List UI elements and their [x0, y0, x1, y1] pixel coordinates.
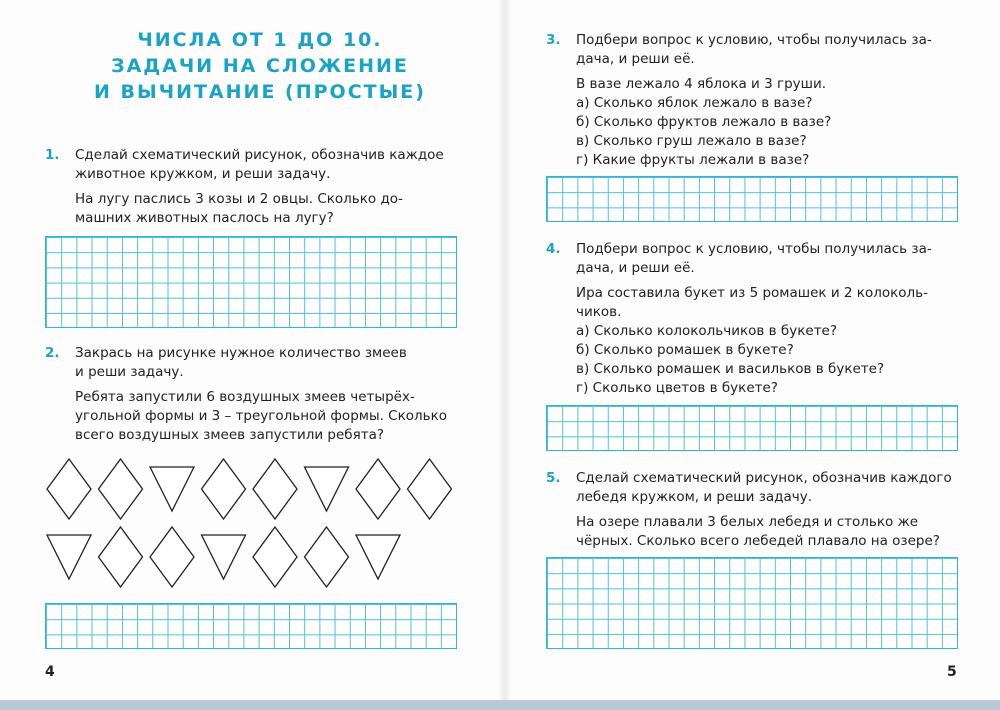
task-1-text-line: На лугу паслись 3 козы и 2 овцы. Сколько до-	[75, 191, 403, 207]
task-4-instruction-line: Подбери вопрос к условию, чтобы получилась за-	[576, 241, 932, 257]
task-5-number: 5.	[546, 470, 561, 486]
task-1-text	[45, 190, 457, 228]
triangle-kite-row2-1[interactable]	[47, 535, 91, 579]
task-5	[546, 469, 958, 551]
task-2-instruction-line: Закрась на рисунке нужное количество змеев	[75, 345, 407, 361]
rhombus-kite-row2-3[interactable]	[150, 527, 194, 587]
task-2-text	[45, 388, 457, 445]
answer-grid-task-1[interactable]	[45, 236, 457, 328]
kites-row-1	[47, 459, 452, 519]
task-4-option: г) Сколько цветов в букете?	[576, 380, 778, 396]
task-1-text-line: машних животных паслось на лугу?	[75, 210, 334, 226]
task-4	[546, 240, 958, 398]
bottom-edge	[0, 700, 1000, 710]
task-3-text-line: В вазе лежало 4 яблока и 3 груши.	[576, 76, 827, 92]
answer-grid-task-2[interactable]	[45, 603, 457, 649]
title-line-3: И ВЫЧИТАНИЕ (ПРОСТЫЕ)	[94, 81, 426, 103]
task-3-option: б) Сколько фруктов лежало в вазе?	[576, 114, 832, 130]
page-number-left: 4	[45, 664, 55, 680]
task-3-instruction-line: дача, и реши её.	[576, 51, 695, 67]
task-3-instruction-line: Подбери вопрос к условию, чтобы получилась за-	[576, 32, 932, 48]
task-3-number: 3.	[546, 32, 561, 48]
section-title	[40, 27, 480, 105]
answer-grid-task-5[interactable]	[546, 557, 958, 649]
task-3-option: г) Какие фрукты лежали в вазе?	[576, 152, 810, 168]
task-4-number: 4.	[546, 241, 561, 257]
kites-figure	[40, 455, 460, 590]
title-line-2: ЗАДАЧИ НА СЛОЖЕНИЕ	[111, 55, 409, 77]
rhombus-kite-row1-4[interactable]	[202, 459, 246, 519]
task-1-instruction-line: животное кружком, и реши задачу.	[75, 166, 331, 182]
task-5-instruction-line: лебедя кружком, и реши задачу.	[576, 489, 813, 505]
task-4-option: б) Сколько ромашек в букете?	[576, 342, 794, 358]
rhombus-kite-row2-5[interactable]	[253, 527, 297, 587]
task-4-text-line: чиков.	[576, 304, 622, 320]
task-5-text-line: На озере плавали 3 белых лебедя и столько же	[576, 514, 919, 530]
task-4-instruction-line: дача, и реши её.	[576, 260, 695, 276]
task-2-number: 2.	[45, 345, 60, 361]
kites-row-2	[47, 527, 400, 587]
task-4-text-line: Ира составила букет из 5 ромашек и 2 колоколь-	[576, 285, 928, 301]
task-1	[45, 146, 457, 228]
rhombus-kite-row1-5[interactable]	[253, 459, 297, 519]
task-2-instruction	[45, 344, 457, 382]
rhombus-kite-row2-2[interactable]	[99, 527, 143, 587]
task-2-text-line: угольной формы и 3 – треугольной формы. Сколько	[75, 408, 448, 424]
task-5-text-line: чёрных. Сколько всего лебедей плавало на озере?	[576, 533, 940, 549]
answer-grid-task-3[interactable]	[546, 176, 958, 222]
task-5-instruction-line: Сделай схематический рисунок, обозначив каждого	[576, 470, 952, 486]
triangle-kite-row1-3[interactable]	[150, 467, 194, 511]
task-5-instruction	[546, 469, 958, 507]
task-3-text	[546, 75, 958, 170]
book-spine-shadow	[498, 0, 512, 710]
task-2-text-line: Ребята запустили 6 воздушных змеев четырёх-	[75, 389, 415, 405]
task-3-option: в) Сколько груш лежало в вазе?	[576, 133, 807, 149]
task-4-option: а) Сколько колокольчиков в букете?	[576, 323, 838, 339]
rhombus-kite-row1-1[interactable]	[47, 459, 91, 519]
triangle-kite-row1-6[interactable]	[305, 467, 349, 511]
task-4-instruction	[546, 240, 958, 278]
task-2-text-line: всего воздушных змеев запустили ребята?	[75, 427, 385, 443]
rhombus-kite-row2-6[interactable]	[305, 527, 349, 587]
title-line-1: ЧИСЛА ОТ 1 ДО 10.	[137, 29, 383, 51]
task-2-instruction-line: и реши задачу.	[75, 364, 184, 380]
rhombus-kite-row1-7[interactable]	[356, 459, 400, 519]
task-1-instruction-line: Сделай схематический рисунок, обозначив каждое	[75, 147, 444, 163]
task-5-text	[546, 513, 958, 551]
task-4-option: в) Сколько ромашек и васильков в букете?	[576, 361, 885, 377]
task-1-instruction	[45, 146, 457, 184]
task-3-instruction	[546, 31, 958, 69]
triangle-kite-row2-7[interactable]	[356, 535, 400, 579]
answer-grid-task-4[interactable]	[546, 405, 958, 451]
triangle-kite-row2-4[interactable]	[202, 535, 246, 579]
task-3	[546, 31, 958, 170]
page-number-right: 5	[947, 664, 957, 680]
rhombus-kite-row1-2[interactable]	[99, 459, 143, 519]
task-1-number: 1.	[45, 147, 60, 163]
rhombus-kite-row1-8[interactable]	[408, 459, 452, 519]
task-3-option: а) Сколько яблок лежало в вазе?	[576, 95, 813, 111]
task-4-text	[546, 284, 958, 398]
task-2	[45, 344, 457, 445]
